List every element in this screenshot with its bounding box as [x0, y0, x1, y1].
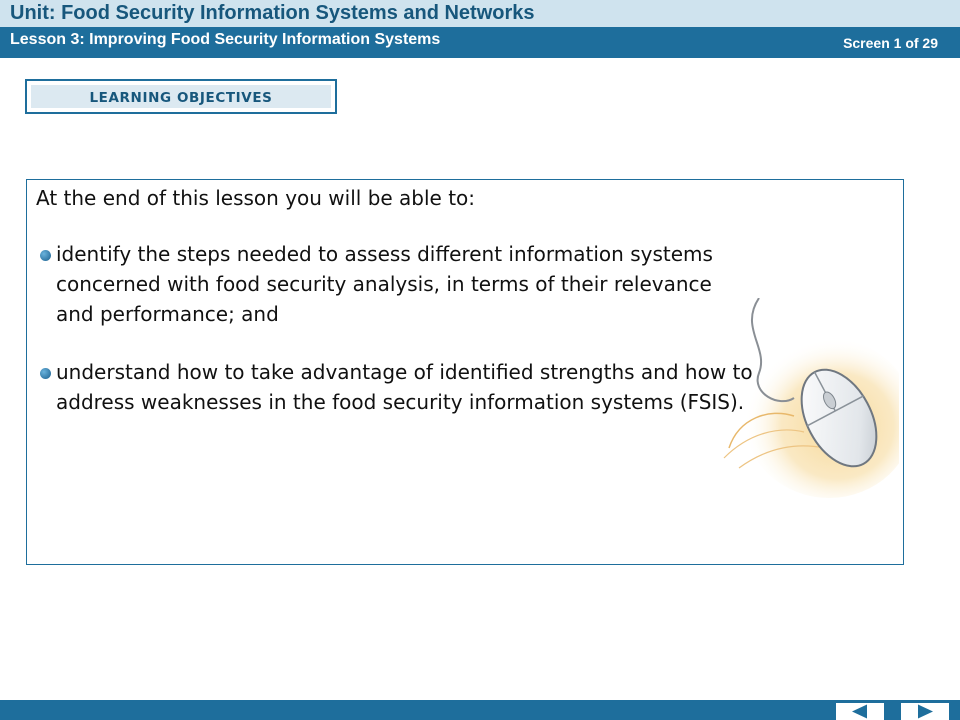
footer-bar — [0, 700, 960, 720]
section-label-box — [25, 79, 337, 114]
screen-counter: Screen 1 of 29 — [843, 35, 938, 51]
bullet-text-line: identify the steps needed to assess different information systems — [56, 242, 713, 266]
intro-text: At the end of this lesson you will be able to: — [36, 186, 476, 210]
next-button[interactable] — [901, 703, 949, 720]
triangle-left-icon — [836, 703, 884, 720]
bullet-text-line: concerned with food security analysis, in terms of their relevance — [56, 272, 712, 296]
bullet-icon — [40, 368, 51, 379]
content-panel — [26, 179, 904, 565]
bullet-text-line: address weaknesses in the food security information systems (FSIS). — [56, 390, 745, 414]
bullet-icon — [40, 250, 51, 261]
lesson-title: Lesson 3: Improving Food Security Information Systems — [10, 31, 441, 48]
section-label-fill — [31, 85, 331, 108]
back-button[interactable] — [836, 703, 884, 720]
section-label: LEARNING OBJECTIVES — [89, 90, 273, 106]
unit-title: Unit: Food Security Information Systems and Networks — [10, 2, 535, 24]
triangle-right-icon — [901, 703, 949, 720]
bullet-text-line: understand how to take advantage of identified strengths and how to — [56, 360, 753, 384]
unit-title-bar — [0, 0, 960, 27]
bullet-text-line: and performance; and — [56, 302, 279, 326]
header-bar — [0, 0, 960, 58]
